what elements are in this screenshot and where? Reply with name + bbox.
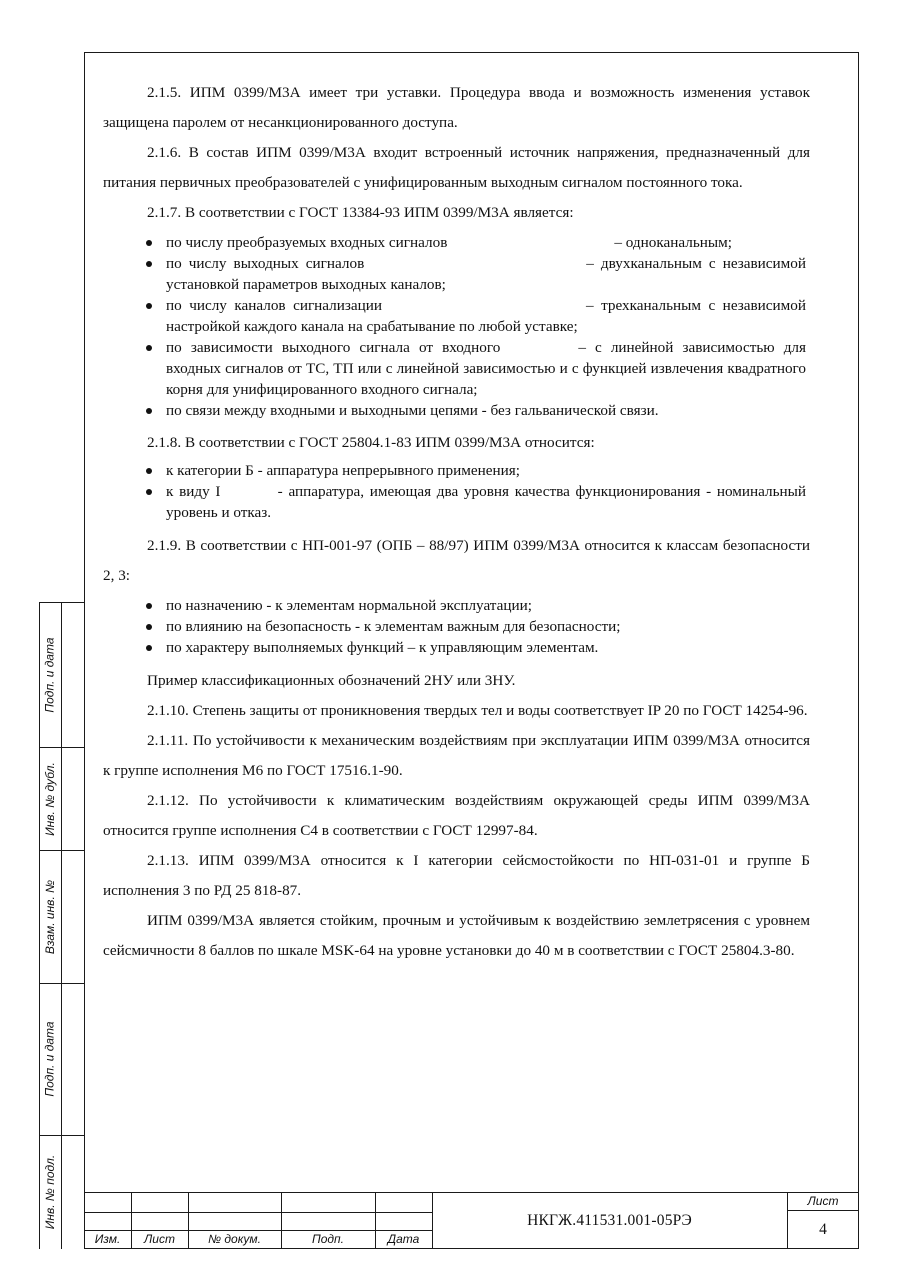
stamp-label-inv-podl: Инв. № подл.: [43, 1154, 57, 1230]
paragraph-2-1-11: 2.1.11. По устойчивости к механическим воздействиям при эксплуатации ИПМ 0399/М3А относится к группе исполнения М6 по ГОСТ 17516.1-90.: [103, 732, 810, 779]
paragraph-2-1-13: 2.1.13. ИПМ 0399/М3А относится к I категории сейсмостойкости по НП-031-01 и группе Б исполнения 3 по РД 25 818-87.: [103, 852, 810, 899]
list-item: по зависимости выходного сигнала от входного – с линейной зависимостью для входных сигналов от ТС, ТП или с линейной зависимостью и с функцией извлечения квадратного корня для унифицированного входного сигнала;: [103, 337, 810, 400]
side-stamp: [39, 602, 85, 1249]
paragraph-2-1-9: 2.1.9. В соответствии с НП-001-97 (ОПБ – 88/97) ИПМ 0399/М3А относится к классам безопасности 2, 3:: [103, 537, 810, 584]
title-block-podp: Подп.: [312, 1232, 344, 1246]
stamp-label-inv-dubl: Инв. № дубл.: [43, 761, 57, 836]
title-block-data: Дата: [387, 1232, 420, 1246]
list-item: по влиянию на безопасность - к элементам важным для безопасности;: [103, 616, 810, 637]
paragraph-2-1-8: 2.1.8. В соответствии с ГОСТ 25804.1-83 ИПМ 0399/М3А относится:: [147, 434, 595, 451]
list-2-1-7: [103, 232, 810, 421]
stamp-label-podp-data: Подп. и дата: [43, 636, 57, 713]
list-item: по числу выходных сигналов – двухканальным с независимой установкой параметров выходных каналов;: [103, 253, 810, 295]
bullet-icon: [146, 240, 152, 246]
list-item: по связи между входными и выходными цепями - без гальванической связи.: [103, 400, 810, 421]
bullet-icon: [146, 603, 152, 609]
title-block-list: Лист: [144, 1232, 175, 1246]
title-block: [84, 1192, 859, 1249]
document-code: НКГЖ.411531.001-05РЭ: [527, 1211, 692, 1229]
bullet-icon: [146, 303, 152, 309]
paragraph-2-1-6: 2.1.6. В состав ИПМ 0399/М3А входит встроенный источник напряжения, предназначенный для питания первичных преобразователей с унифицированным выходным сигналом постоянного тока.: [103, 144, 810, 191]
document-body: [103, 78, 810, 966]
list-2-1-9: [103, 595, 810, 658]
bullet-icon: [146, 489, 152, 495]
sheet-label: Лист: [807, 1194, 839, 1208]
bullet-icon: [146, 624, 152, 630]
bullet-icon: [146, 408, 152, 414]
list-2-1-8: [103, 460, 810, 523]
paragraph-example: Пример классификационных обозначений 2НУ или 3НУ.: [147, 672, 516, 689]
bullet-icon: [146, 345, 152, 351]
bullet-icon: [146, 261, 152, 267]
list-item: по числу преобразуемых входных сигналов – одноканальным;: [103, 232, 810, 253]
paragraph-seismic: ИПМ 0399/М3А является стойким, прочным и устойчивым к воздействию землетрясения с уровнем сейсмичности 8 баллов по шкале MSK-64 на уровне установки до 40 м в соответствии с ГОСТ 25804.3-80.: [103, 912, 810, 959]
list-item: по числу каналов сигнализации – трехканальным с независимой настройкой каждого канала на срабатывание по любой уставке;: [103, 295, 810, 337]
list-item: по назначению - к элементам нормальной эксплуатации;: [103, 595, 810, 616]
list-item: к виду I - аппаратура, имеющая два уровня качества функционирования - номинальный уровень и отказ.: [103, 481, 810, 523]
sheet-number: 4: [819, 1220, 827, 1238]
paragraph-2-1-10: 2.1.10. Степень защиты от проникновения твердых тел и воды соответствует IP 20 по ГОСТ 14254-96.: [147, 702, 808, 719]
stamp-label-vzam-inv: Взам. инв. №: [43, 879, 58, 954]
bullet-icon: [146, 468, 152, 474]
title-block-n-dokum: № докум.: [208, 1232, 261, 1246]
title-block-izm: Изм.: [94, 1232, 121, 1246]
bullet-icon: [146, 645, 152, 651]
side-stamp-divider: [61, 602, 62, 1249]
paragraph-2-1-12: 2.1.12. По устойчивости к климатическим воздействиям окружающей среды ИПМ 0399/М3А относится группе исполнения С4 в соответствии с ГОСТ 12997-84.: [103, 792, 810, 839]
stamp-label-podp-data: Подп. и дата: [43, 1021, 57, 1097]
list-item: к категории Б - аппаратура непрерывного применения;: [103, 460, 810, 481]
paragraph-2-1-7: 2.1.7. В соответствии с ГОСТ 13384-93 ИПМ 0399/М3А является:: [147, 204, 574, 221]
paragraph-2-1-5: 2.1.5. ИПМ 0399/М3А имеет три уставки. Процедура ввода и возможность изменения уставок защищена паролем от несанкционированного доступа.: [103, 84, 810, 131]
list-item: по характеру выполняемых функций – к управляющим элементам.: [103, 637, 810, 658]
